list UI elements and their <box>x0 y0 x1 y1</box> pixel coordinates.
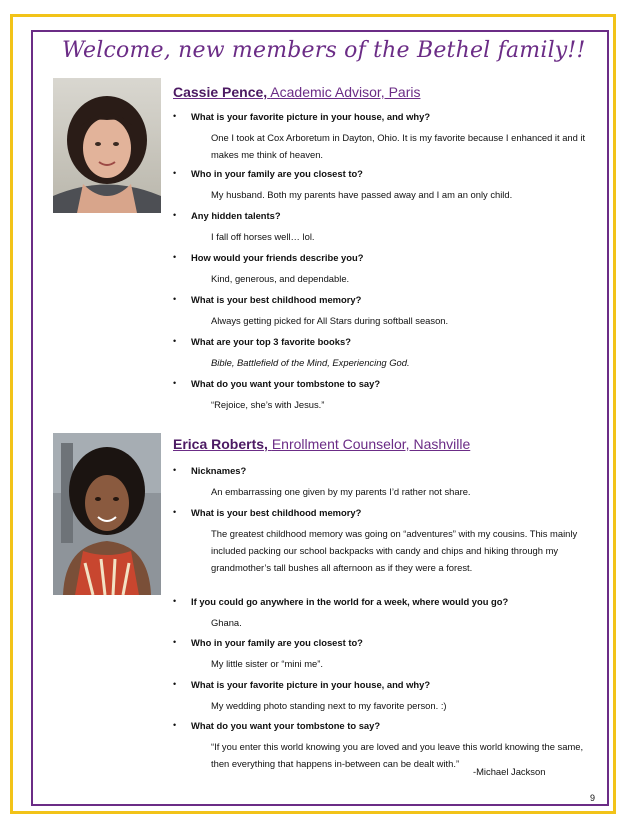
bullet-icon: • <box>173 465 177 475</box>
bullet-icon: • <box>173 507 177 517</box>
answer: Bible, Battlefield of the Mind, Experiencing God. <box>211 357 410 368</box>
answer: “Rejoice, she’s with Jesus.” <box>211 399 325 410</box>
bullet-icon: • <box>173 637 177 647</box>
member-name: Cassie Pence, <box>173 84 268 100</box>
bullet-icon: • <box>173 679 177 689</box>
question: What is your best childhood memory? <box>191 507 362 518</box>
answer: My wedding photo standing next to my favorite person. :) <box>211 700 447 711</box>
page-title: Welcome, new members of the Bethel family!! <box>62 38 586 63</box>
question: What is your best childhood memory? <box>191 294 362 305</box>
quote-signature: -Michael Jackson <box>473 766 546 777</box>
erica-roberts-photo <box>53 433 161 595</box>
bullet-icon: • <box>173 336 177 346</box>
answer: “If you enter this world knowing you are loved and you leave this world knowing the same, then everything that happens in-between can be dealt with.” <box>211 741 584 769</box>
answer: My little sister or “mini me”. <box>211 658 323 669</box>
member-section-cassie <box>173 84 593 424</box>
bullet-icon: • <box>173 294 177 304</box>
question: What do you want your tombstone to say? <box>191 378 381 389</box>
answer: One I took at Cox Arboretum in Dayton, Ohio. It is my favorite because I enhanced it and it makes me think of heaven. <box>211 132 586 160</box>
bullet-icon: • <box>173 210 177 220</box>
answer: An embarrassing one given by my parents I’d rather not share. <box>211 486 471 497</box>
question: Who in your family are you closest to? <box>191 168 363 179</box>
page-number: 9 <box>590 793 596 803</box>
answer: My husband. Both my parents have passed away and I am an only child. <box>211 189 513 200</box>
bullet-icon: • <box>173 720 177 730</box>
question: What are your top 3 favorite books? <box>191 336 351 347</box>
question: What is your favorite picture in your house, and why? <box>191 111 431 122</box>
question: What do you want your tombstone to say? <box>191 720 381 731</box>
member-heading <box>173 436 470 452</box>
member-role: Academic Advisor, Paris <box>270 84 421 100</box>
question: If you could go anywhere in the world for a week, where would you go? <box>191 596 509 607</box>
bullet-icon: • <box>173 168 177 178</box>
answer: I fall off horses well… lol. <box>211 231 315 242</box>
member-section-erica <box>173 436 593 786</box>
bullet-icon: • <box>173 111 177 121</box>
question: What is your favorite picture in your house, and why? <box>191 679 431 690</box>
answer: Kind, generous, and dependable. <box>211 273 350 284</box>
question: Any hidden talents? <box>191 210 281 221</box>
member-role: Enrollment Counselor, Nashville <box>271 436 471 452</box>
answer: The greatest childhood memory was going on “adventures” with my cousins. This mainly included packing our school backpacks with candy and chips and hiking through my grandmother’s tall bushes all afternoon as if they were a forest. <box>211 528 578 573</box>
question: Who in your family are you closest to? <box>191 637 363 648</box>
answer: Always getting picked for All Stars during softball season. <box>211 315 449 326</box>
member-name: Erica Roberts, <box>173 436 268 452</box>
answer: Ghana. <box>211 617 242 628</box>
question: How would your friends describe you? <box>191 252 364 263</box>
bullet-icon: • <box>173 252 177 262</box>
cassie-pence-photo <box>53 78 161 213</box>
member-heading <box>173 84 420 100</box>
question: Nicknames? <box>191 465 247 476</box>
bullet-icon: • <box>173 378 177 388</box>
bullet-icon: • <box>173 596 177 606</box>
